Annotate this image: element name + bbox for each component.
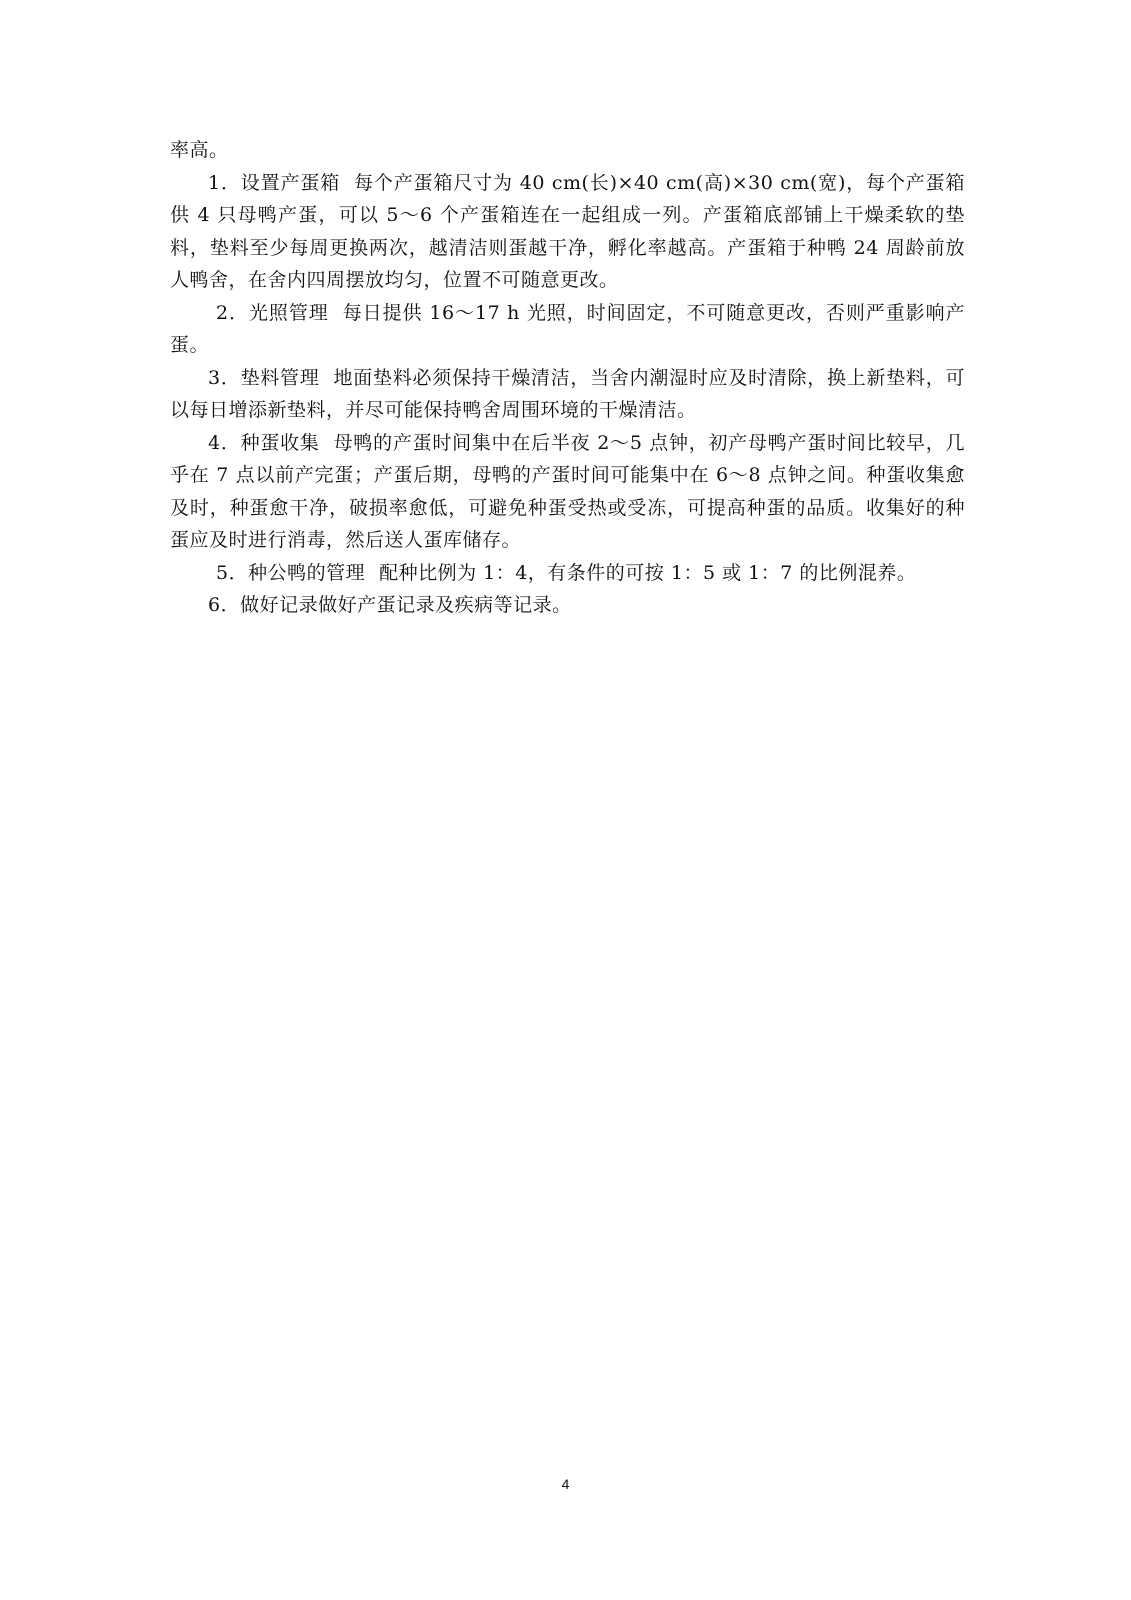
item-5-heading: 5．种公鸭的管理 xyxy=(216,561,366,584)
item-6-paragraph xyxy=(170,589,965,622)
page-number: 4 xyxy=(561,1476,570,1492)
document-body xyxy=(170,134,965,622)
item-1-paragraph xyxy=(170,167,965,297)
item-3-body: 地面垫料必须保持干燥清洁，当舍内潮湿时应及时清除，换上新垫料，可以每日增添新垫料，并尽可能保持鸭舍周围环境的干燥清洁。 xyxy=(170,366,965,421)
item-1-heading: 1．设置产蛋箱 xyxy=(208,171,341,194)
item-1-body: 每个产蛋箱尺寸为 40 cm(长)×40 cm(高)×30 cm(宽)，每个产蛋箱供 4 只母鸭产蛋，可以 5～6 个产蛋箱连在一起组成一列。产蛋箱底部铺上干燥柔软的垫料，垫料至少每周更换两次，越清洁则蛋越干净，孵化率越高。产蛋箱于种鸭 24 周龄前放人鸭舍，在舍内四周摆放均匀，位置不可随意更改。 xyxy=(170,171,965,291)
item-2-body: 每日提供 16～17 h 光照，时间固定，不可随意更改，否则严重影响产蛋。 xyxy=(170,301,966,356)
item-2-paragraph xyxy=(170,297,965,362)
item-3-paragraph xyxy=(170,362,965,427)
item-4-body: 母鸭的产蛋时间集中在后半夜 2～5 点钟，初产母鸭产蛋时间比较早，几乎在 7 点以前产完蛋；产蛋后期，母鸭的产蛋时间可能集中在 6～8 点钟之间。种蛋收集愈及时，种蛋愈干净，破损率愈低，可避免种蛋受热或受冻，可提高种蛋的品质。收集好的种蛋应及时进行消毒，然后送人蛋库储存。 xyxy=(170,431,966,551)
item-4-paragraph xyxy=(170,427,965,557)
item-6-body: 做好产蛋记录及疾病等记录。 xyxy=(318,594,572,616)
item-5-body: 配种比例为 1：4，有条件的可按 1：5 或 1：7 的比例混养。 xyxy=(379,561,917,584)
item-6-heading: 6．做好记录 xyxy=(208,594,319,616)
item-4-heading: 4．种蛋收集 xyxy=(208,431,320,454)
continuation-text: 率高。 xyxy=(170,139,229,161)
item-3-heading: 3．垫料管理 xyxy=(208,366,320,389)
item-2-heading: 2．光照管理 xyxy=(216,301,329,324)
item-5-paragraph xyxy=(170,557,965,590)
